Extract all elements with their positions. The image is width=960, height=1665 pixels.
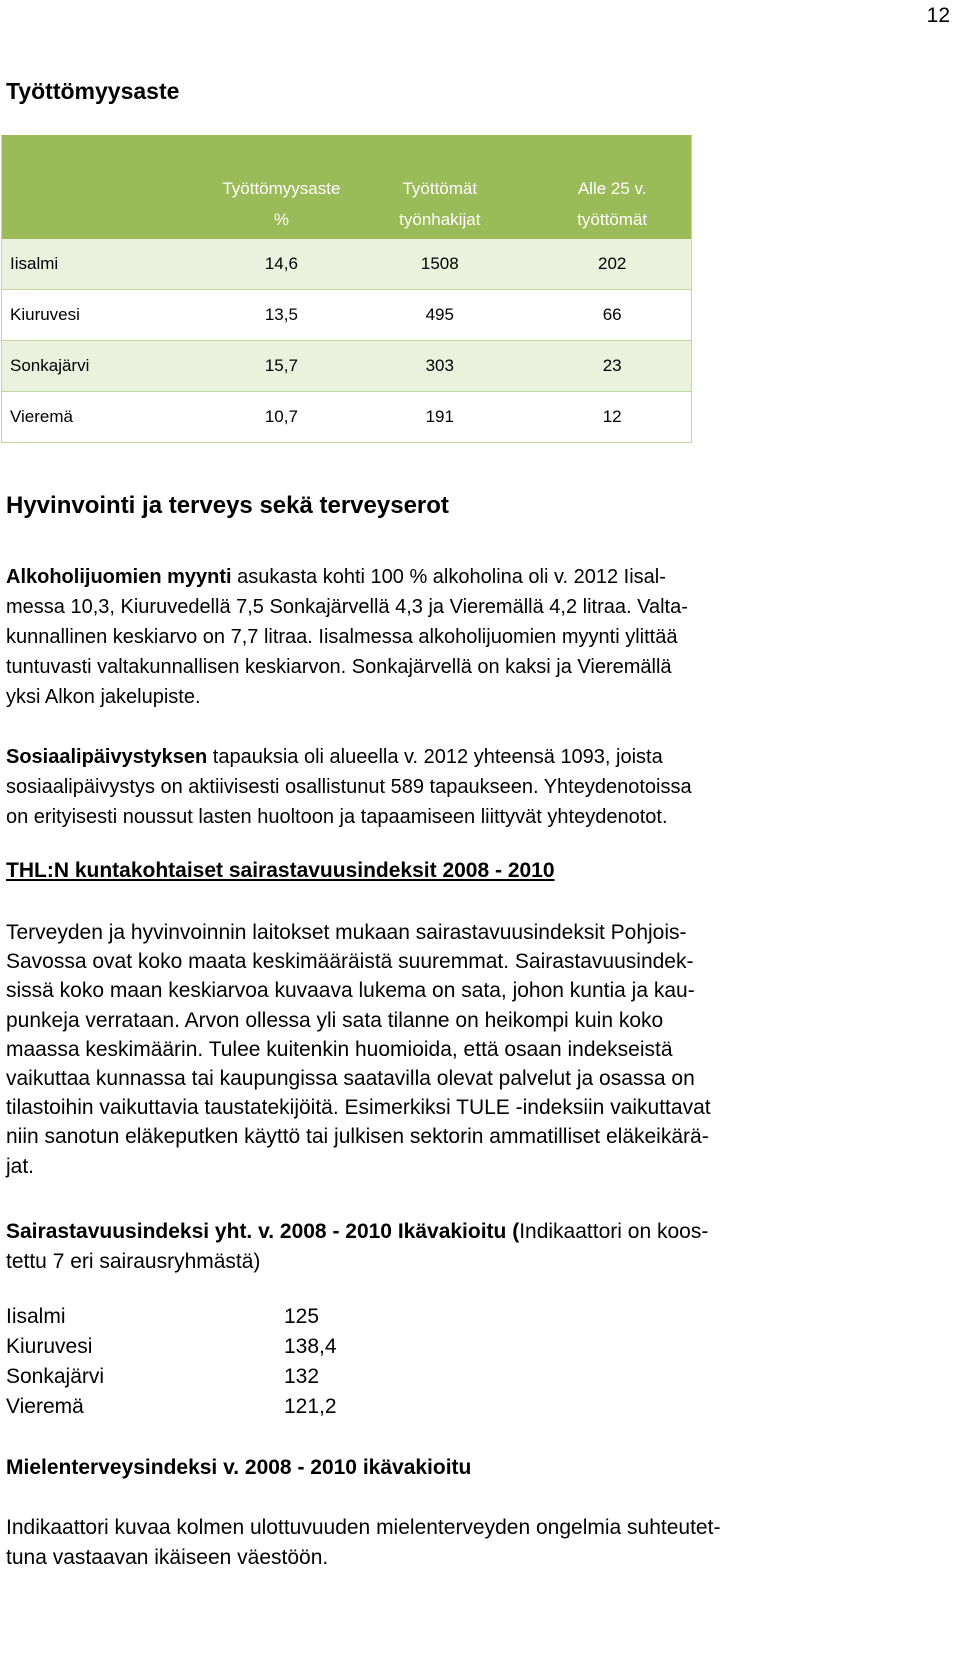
table-row bbox=[2, 239, 692, 290]
table-cell: 10,7 bbox=[217, 392, 347, 443]
table-header-cell: Työttömyysaste % bbox=[217, 135, 347, 239]
paragraph-morbidity-index: Sairastavuusindeksi yht. v. 2008 - 2010 Ikävakioitu (Indikaattori on koos- tettu 7 eri sairausryhmästä) bbox=[6, 1220, 709, 1273]
bold-lead: Sairastavuusindeksi yht. v. 2008 - 2010 Ikävakioitu ( bbox=[6, 1220, 520, 1243]
table-header-cell: Työttömät työnhakijat bbox=[346, 135, 533, 239]
table-cell: 191 bbox=[346, 392, 533, 443]
table-cell: Sonkajärvi bbox=[2, 341, 217, 392]
table-cell: 15,7 bbox=[217, 341, 347, 392]
table-cell: 1508 bbox=[346, 239, 533, 290]
table-row bbox=[2, 341, 692, 392]
table-cell: Vieremä bbox=[2, 392, 217, 443]
table-cell: 495 bbox=[346, 290, 533, 341]
paragraph-social-emergency: Sosiaalipäivystyksen tapauksia oli alueella v. 2012 yhteensä 1093, joista sosiaalipäivystys on aktiivisesti osallistunut 589 tapaukseen. Yhteydenotoissa on erityisesti noussut lasten huoltoon ja tapaamiseen liittyvät yhteydenotot. bbox=[6, 746, 692, 828]
page-number: 12 bbox=[926, 4, 950, 27]
bold-lead: Alkoholijuomien myynti bbox=[6, 566, 232, 588]
table-row bbox=[2, 290, 692, 341]
unemployment-table bbox=[1, 135, 692, 443]
table-header-cell bbox=[2, 135, 217, 239]
table-cell: 12 bbox=[533, 392, 691, 443]
section-title-unemployment: Työttömyysaste bbox=[6, 78, 180, 104]
paragraph-alcohol: Alkoholijuomien myynti asukasta kohti 100 % alkoholina oli v. 2012 Iisal- messa 10,3, Kiuruvedellä 7,5 Sonkajärvellä 4,3 ja Vieremällä 4,2 litraa. Valta- kunnallinen keskiarvo on 7,7 litraa. Iisalmessa alkoholijuomien myynti ylittää tuntuvasti valtakunnallisen keskiarvon. Sonkajärvellä on kaksi ja Vieremällä yksi Alkon jakelupiste. bbox=[6, 566, 688, 708]
table-cell: Iisalmi bbox=[2, 239, 217, 290]
table-cell: 66 bbox=[533, 290, 691, 341]
table-cell: 202 bbox=[533, 239, 691, 290]
paragraph-mental-health: Indikaattori kuvaa kolmen ulottuvuuden mielenterveyden ongelmia suhteutet- tuna vastaavan ikäiseen väestöön. bbox=[6, 1516, 721, 1569]
paragraph-thl: Terveyden ja hyvinvoinnin laitokset mukaan sairastavuusindeksit Pohjois- Savossa ovat koko maata keskimääräistä suuremmat. Sairastavuusindek- sissä koko maan keskiarvoa kuvaava lukema on sata, johon kuntia ja kau- punkeja verrataan. Arvon ollessa yli sata tilanne on heikompi kuin koko maassa keskimäärin. Tulee kuitenkin huomioida, että osaan indekseistä vaikuttaa kunnassa tai kaupungissa saatavilla olevat palvelut ja osassa on tilastoihin vaikuttavia taustatekijöitä. Esimerkiksi TULE -indeksiin vaikuttavat niin sanotun eläkeputken käyttö tai julkisen sektorin ammatilliset eläkeikärä- jat. bbox=[6, 921, 711, 1178]
table-header-cell: Alle 25 v. työttömät bbox=[533, 135, 691, 239]
section-title-thl: THL:N kuntakohtaiset sairastavuusindeksit 2008 - 2010 bbox=[6, 859, 555, 882]
table-row bbox=[2, 392, 692, 443]
table-cell: Kiuruvesi bbox=[2, 290, 217, 341]
table-cell: 13,5 bbox=[217, 290, 347, 341]
section-title-wellbeing: Hyvinvointi ja terveys sekä terveyserot bbox=[6, 492, 449, 519]
table-header-row bbox=[2, 135, 692, 239]
table-cell: 23 bbox=[533, 341, 691, 392]
table-cell: 303 bbox=[346, 341, 533, 392]
section-title-mental-health: Mielenterveysindeksi v. 2008 - 2010 ikävakioitu bbox=[6, 1456, 472, 1479]
bold-lead: Sosiaalipäivystyksen bbox=[6, 746, 208, 768]
table-cell: 14,6 bbox=[217, 239, 347, 290]
